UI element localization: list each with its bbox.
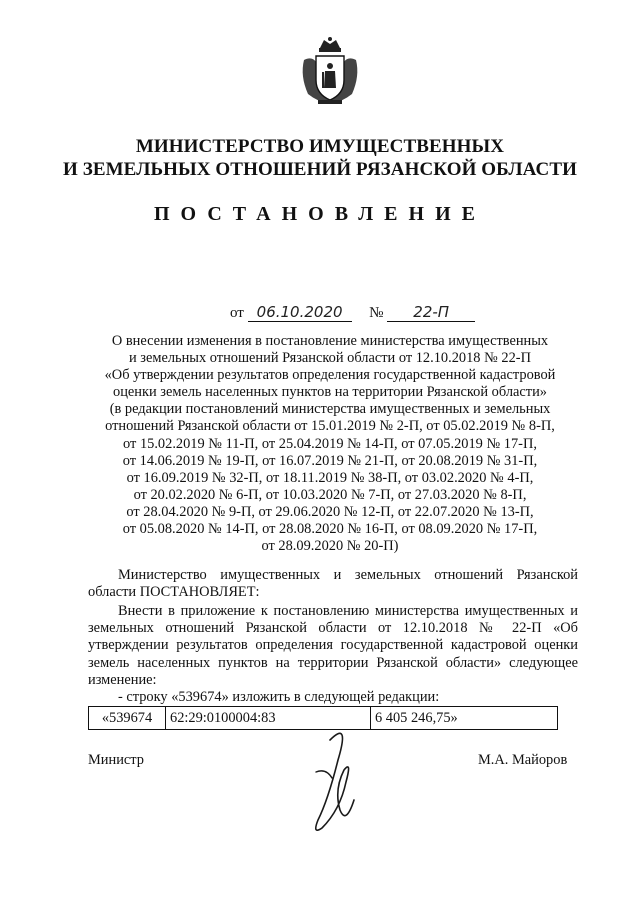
table-cell-cadastral-value: 6 405 246,75»	[371, 707, 558, 730]
subject-line: от 15.02.2019 № 11-П, от 25.04.2019 № 14-П, от 07.05.2019 № 17-П,	[123, 435, 537, 452]
document-subject	[95, 333, 565, 555]
table-cell-row-id: «539674	[89, 707, 166, 730]
subject-line: от 28.09.2020 № 20-П)	[261, 538, 399, 555]
table-cell-cadastral-number: 62:29:0100004:83	[166, 707, 371, 730]
handwritten-date: 06.10.2020	[248, 303, 352, 322]
date-number-line	[230, 303, 475, 322]
subject-line: (в редакции постановлений министерства имущественных и земельных	[109, 401, 551, 418]
subject-line: от 20.02.2020 № 6-П, от 10.03.2020 № 7-П, от 27.03.2020 № 8-П,	[133, 486, 527, 503]
signer-position: Министр	[88, 752, 144, 768]
signer-name: М.А. Майоров	[478, 752, 568, 768]
date-from-label: от	[230, 305, 244, 321]
coat-of-arms-emblem	[298, 36, 362, 108]
subject-line: от 05.08.2020 № 14-П, от 28.08.2020 № 16-П, от 08.09.2020 № 17-П,	[122, 521, 538, 538]
organization-title	[0, 135, 640, 181]
subject-line: О внесении изменения в постановление министерства имущественных	[111, 333, 549, 349]
subject-line: от 14.06.2019 № 19-П, от 16.07.2019 № 21-П, от 20.08.2019 № 31-П,	[122, 452, 538, 469]
subject-line: от 28.04.2020 № 9-П, от 29.06.2020 № 12-П, от 22.07.2020 № 13-П,	[126, 503, 534, 520]
subject-line: и земельных отношений Рязанской области от 12.10.2018 № 22-П	[129, 350, 531, 367]
body-paragraph-1: Министерство имущественных и земельных отношений Рязанской области ПОСТАНОВЛЯЕТ:	[88, 567, 578, 601]
document-type-heading: ПОСТАНОВЛЕНИЕ	[154, 203, 486, 225]
subject-line: оценки земель населенных пунктов на территории Рязанской области»	[113, 384, 547, 401]
body-paragraph-3: - строку «539674» изложить в следующей редакции:	[118, 689, 440, 705]
handwritten-number: 22-П	[387, 303, 475, 322]
subject-line: от 16.09.2019 № 32-П, от 18.11.2019 № 38-П, от 03.02.2020 № 4-П,	[126, 469, 534, 486]
handwritten-signature	[260, 700, 420, 850]
organization-title-line1: МИНИСТЕРСТВО ИМУЩЕСТВЕННЫХ	[135, 136, 505, 157]
subject-line: отношений Рязанской области от 15.01.2019 № 2-П, от 05.02.2019 № 8-П,	[105, 418, 555, 435]
body-paragraph-2: Внести в приложение к постановлению министерства имущественных и земельных отношений Рязанской области от 12.10.2018 № 22-П «Об утверждении результатов определения государственной кадастровой оценки земель населенных пунктов на территории Рязанской области» следующее изменение:	[88, 603, 578, 688]
subject-line: «Об утверждении результатов определения государственной кадастровой	[104, 367, 556, 384]
number-label: №	[369, 305, 384, 321]
organization-title-line2: И ЗЕМЕЛЬНЫХ ОТНОШЕНИЙ РЯЗАНСКОЙ ОБЛАСТИ	[63, 159, 577, 180]
